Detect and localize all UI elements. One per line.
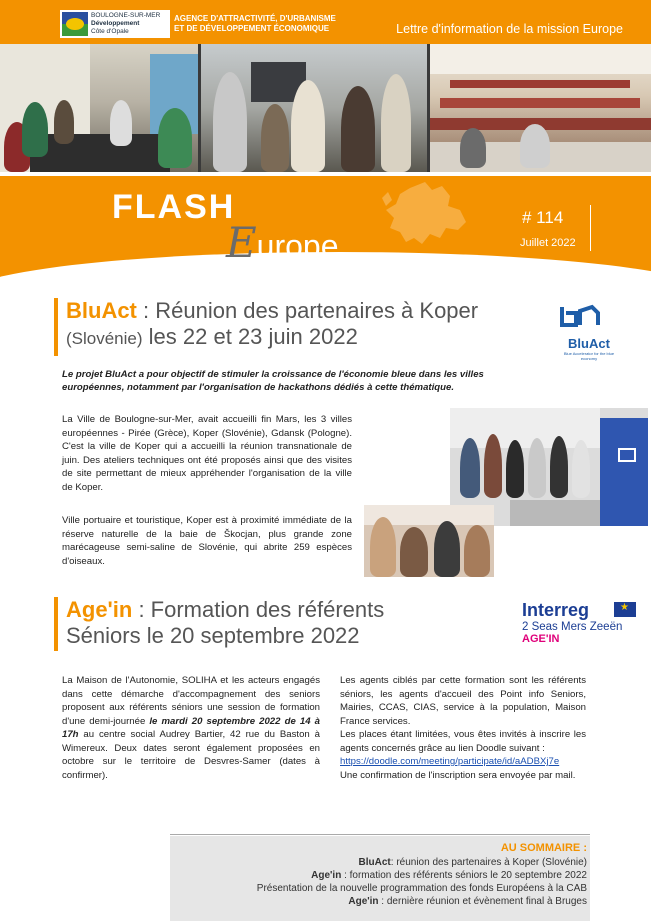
sommaire-item-project: Age'in (311, 870, 342, 881)
sommaire-item (359, 857, 587, 868)
section1-dates: les 22 et 23 juin 2022 (142, 324, 358, 349)
doodle-link[interactable]: https://doodle.com/meeting/participate/id/aADBXj7e (340, 756, 560, 767)
header-bar (0, 0, 651, 44)
section2-column-1 (62, 674, 320, 782)
issue-number: # 114 (522, 208, 564, 227)
photo-strip (0, 44, 651, 172)
meeting-photo-3 (430, 44, 651, 172)
workshop-photo (364, 505, 494, 577)
boulogne-logo (60, 10, 170, 38)
sommaire-item (348, 896, 587, 907)
section1-title-rest: : Réunion des partenaires à Koper (136, 298, 479, 323)
interreg-logo (522, 600, 642, 652)
section1-project: BluAct (66, 298, 137, 323)
section2-accent-bar (54, 597, 58, 651)
meeting-photo-1 (0, 44, 198, 172)
sommaire-item (257, 883, 587, 894)
europe-map-icon (370, 178, 480, 258)
section2-title-rest: : Formation des référents (132, 597, 385, 622)
agency-line-2: ET DE DÉVELOPPEMENT ÉCONOMIQUE (174, 24, 330, 33)
section2-project: Age'in (66, 597, 133, 622)
europe-initial: E (226, 218, 257, 267)
logo-line-2: Développement (91, 20, 140, 27)
section1-paragraph-2: Ville portuaire et touristique, Koper est à proximité immédiate de la réserve naturelle de la baie de Škocjan, plus grande zone marécageuse semi-saline de Slovénie, qui abrite 259 espèces d'oiseaux. (62, 515, 352, 567)
bluact-logo-icon (558, 303, 604, 331)
interreg-logo-subtitle: 2 Seas Mers Zeeën (522, 621, 623, 633)
newsletter-tagline: Lettre d'information de la mission Europe (396, 22, 623, 36)
sommaire-title: AU SOMMAIRE : (500, 842, 587, 854)
europe-rest: urope (256, 228, 339, 264)
issue-date: Juillet 2022 (520, 237, 576, 249)
agency-line-1: AGENCE D'ATTRACTIVITÉ, D'URBANISME (174, 14, 336, 23)
sommaire-item-project: BluAct (358, 857, 391, 868)
agency-name (174, 14, 374, 34)
boulogne-logo-icon (62, 12, 88, 36)
sommaire-divider (170, 834, 590, 835)
section1-country: (Slovénie) (66, 329, 143, 348)
sommaire-item-text: : formation des référents séniors le 20 septembre 2022 (341, 870, 587, 881)
section1-accent-bar (54, 298, 58, 356)
logo-line-3: Côte d'Opale (91, 28, 129, 35)
europe-title (226, 218, 339, 267)
agein-logo-text: AGE'IN (522, 633, 560, 645)
flash-title: FLASH (112, 188, 236, 226)
sommaire-item-text: Présentation de la nouvelle programmation des fonds Européens à la CAB (256, 883, 587, 894)
sommaire-item (311, 870, 587, 881)
section2-column-2 (340, 674, 586, 782)
logo-line-1: BOULOGNE-SUR-MER (91, 12, 161, 19)
section2-title (66, 597, 506, 649)
issue-divider (590, 205, 591, 251)
section2-col1-text-a: La Maison de l'Autonomie, SOLIHA et les acteurs engagés dans cette démarche d'accompagnement des seniors proposent aux référents séniors une session de formation d'une demi-journée (62, 675, 320, 727)
section1-title (66, 298, 556, 352)
section2-col2-paragraph-3: Une confirmation de l'inscription sera envoyée par mail. (340, 769, 576, 781)
section2-col1-text-b: au centre social Audrey Bartier, 42 rue du Baston à Wimereux. Deux dates seront également proposées en octobre sur le territoire de Desvres-Samer (dates à confirmer). (62, 729, 320, 781)
meeting-photo-2 (201, 44, 427, 172)
bluact-logo (558, 303, 620, 361)
section2-col1-date: le mardi 20 septembre 2022 de 14 à 17h (62, 715, 320, 740)
section2-title-line2: Séniors le 20 septembre 2022 (66, 623, 360, 648)
eu-flag-icon (614, 602, 636, 617)
section1-paragraph-1: La Ville de Boulogne-sur-Mer, avait accueilli fin Mars, les 3 villes européennes - Pirée (Grèce), Koper (Slovénie), Gdansk (Pologne). C'est la ville de Koper qui a accueilli la réunion transnationale de juin. Des ateliers techniques ont été proposés ainsi que des visites de site permettant de mieux appréhender l'organisation de la ville de Koper. (62, 414, 352, 493)
bluact-logo-subtitle: Blue Accelerator for the blue economy (563, 351, 615, 361)
sommaire-item-text: : réunion des partenaires à Koper (Slovénie) (390, 857, 587, 868)
section2-col2-paragraph-1: Les agents ciblés par cette formation sont les référents séniors, les agents d'accueil des Point info Seniors, Mairies, CCAS, CIAS, service à la population, Maison France services. (340, 675, 586, 727)
sommaire-item-text: : dernière réunion et évènement final à Bruges (378, 896, 587, 907)
sommaire-item-project: Age'in (348, 896, 379, 907)
interreg-logo-word: Interreg (522, 600, 590, 620)
section2-col2-paragraph-2: Les places étant limitées, vous êtes invités à inscrire les agents concernés grâce au lien Doodle suivant : (340, 729, 586, 754)
section1-intro: Le projet BluAct a pour objectif de stimuler la croissance de l'économie bleue dans les villes européennes, notamment par l'organisation de hackathons dédiés à cette thématique. (62, 369, 484, 393)
bluact-logo-name: BluAct (568, 336, 610, 351)
